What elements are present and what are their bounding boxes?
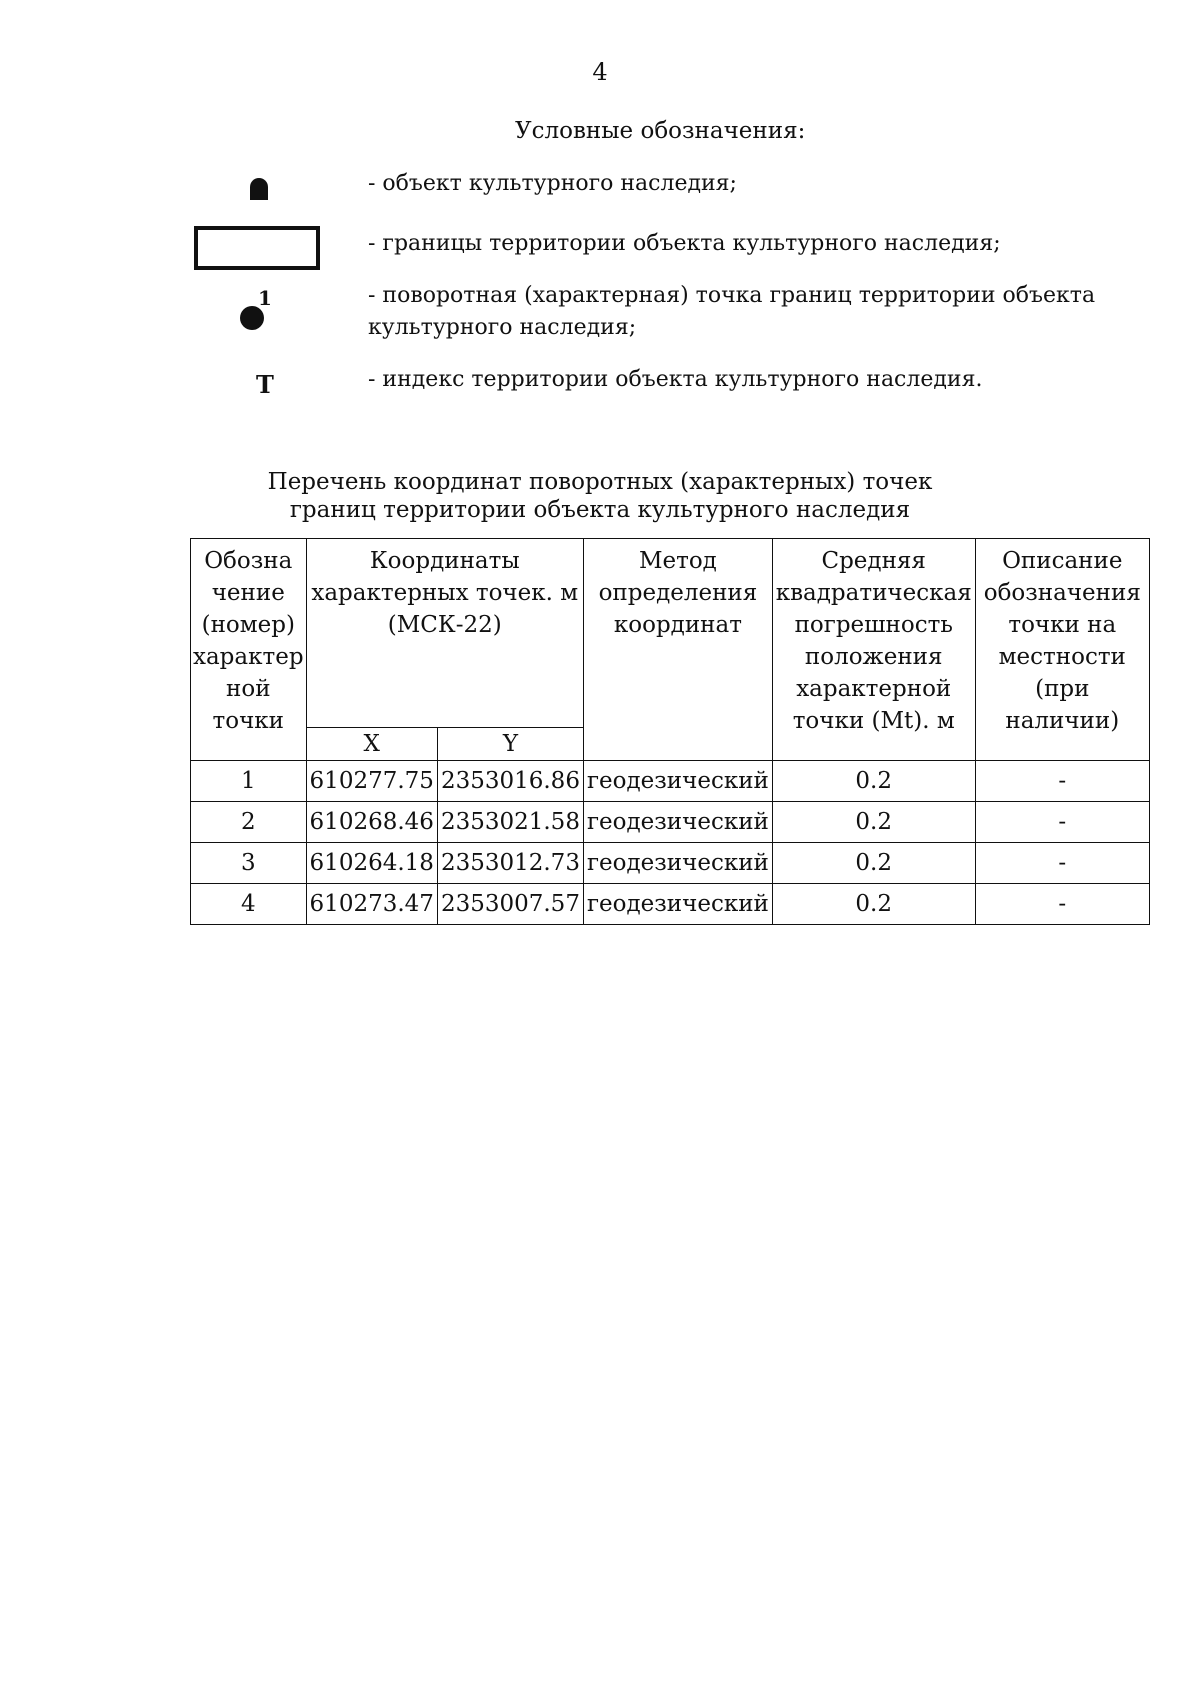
legend-title: Условные обозначения: <box>515 118 806 144</box>
cell-desc: - <box>975 802 1149 843</box>
cell-error: 0.2 <box>772 884 975 925</box>
legend-text-border: - границы территории объекта культурного наследия; <box>368 231 1001 256</box>
cell-x: 610264.18 <box>306 843 437 884</box>
header-point-number: Обозна чение (номер) характер ной точки <box>191 539 307 761</box>
cell-error: 0.2 <box>772 761 975 802</box>
cell-method: геодезический <box>583 884 772 925</box>
table-title <box>0 468 1200 524</box>
cell-x: 610273.47 <box>306 884 437 925</box>
cell-num: 2 <box>191 802 307 843</box>
monument-icon <box>250 178 268 200</box>
border-rectangle-icon <box>194 226 320 270</box>
table-title-line1: Перечень координат поворотных (характерных) точек <box>267 469 933 495</box>
cell-y: 2353016.86 <box>437 761 583 802</box>
header-x: X <box>306 728 437 761</box>
table-row <box>191 884 1150 925</box>
cell-method: геодезический <box>583 802 772 843</box>
cell-desc: - <box>975 843 1149 884</box>
cell-desc: - <box>975 761 1149 802</box>
index-letter: Т <box>256 370 274 399</box>
cell-num: 3 <box>191 843 307 884</box>
cell-x: 610277.75 <box>306 761 437 802</box>
cell-y: 2353012.73 <box>437 843 583 884</box>
cell-num: 1 <box>191 761 307 802</box>
legend-text-monument: - объект культурного наследия; <box>368 171 737 196</box>
cell-error: 0.2 <box>772 802 975 843</box>
cell-y: 2353021.58 <box>437 802 583 843</box>
header-description: Описание обозначения точки на местности (при наличии) <box>975 539 1149 761</box>
point-label: 1 <box>258 286 272 310</box>
header-coordinates: Координаты характерных точек. м (МСК-22) <box>306 539 583 728</box>
legend-text-point: - поворотная (характерная) точка границ территории объекта культурного наследия; <box>368 283 1096 340</box>
table-row <box>191 761 1150 802</box>
table-row <box>191 802 1150 843</box>
cell-num: 4 <box>191 884 307 925</box>
cell-desc: - <box>975 884 1149 925</box>
page-number: 4 <box>592 58 608 86</box>
header-y: Y <box>437 728 583 761</box>
header-error: Средняя квадратическая погрешность положения характерной точки (Mt). м <box>772 539 975 761</box>
cell-error: 0.2 <box>772 843 975 884</box>
header-method: Метод определения координат <box>583 539 772 761</box>
legend-text-index: - индекс территории объекта культурного наследия. <box>368 367 983 392</box>
table-row <box>191 843 1150 884</box>
table-title-line2: границ территории объекта культурного наследия <box>289 497 911 523</box>
cell-method: геодезический <box>583 761 772 802</box>
coordinates-table <box>190 538 1150 925</box>
cell-x: 610268.46 <box>306 802 437 843</box>
cell-y: 2353007.57 <box>437 884 583 925</box>
cell-method: геодезический <box>583 843 772 884</box>
